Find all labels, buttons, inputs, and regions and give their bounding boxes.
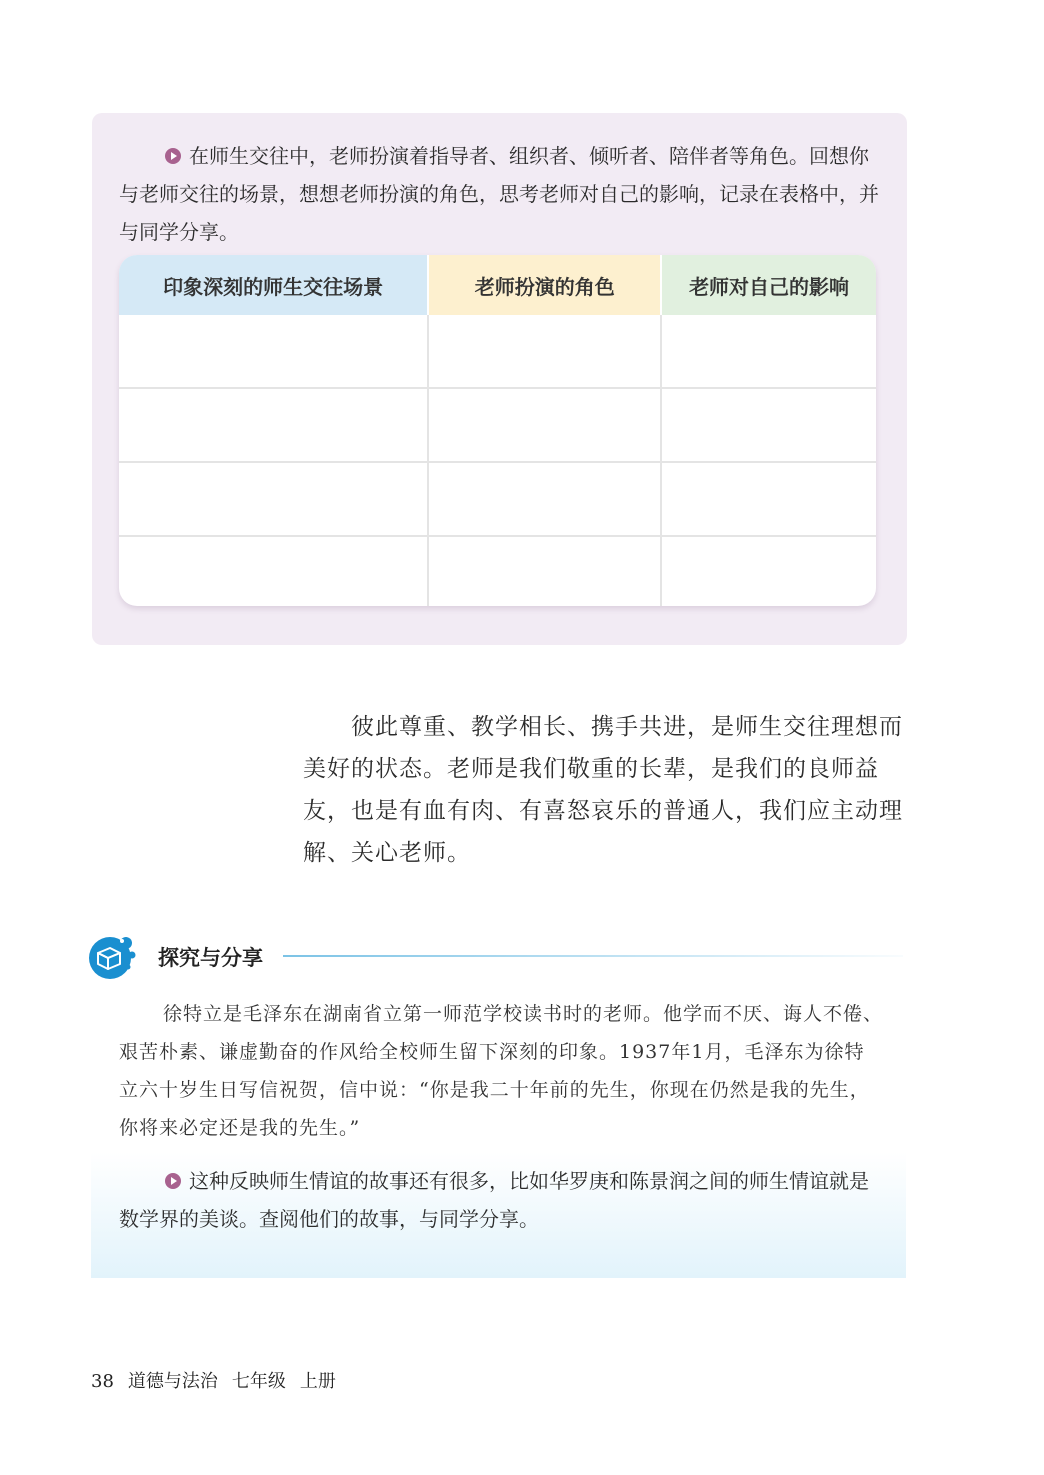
table-row xyxy=(119,461,876,535)
table-cell xyxy=(429,463,662,535)
main-paragraph: 彼此尊重、教学相长、携手共进，是师生交往理想而美好的状态。老师是我们敬重的长辈，是我们的良师益友，也是有血有肉、有喜怒哀乐的普通人，我们应主动理解、关心老师。 xyxy=(303,714,903,866)
table-cell xyxy=(429,315,662,387)
question-box xyxy=(91,1152,906,1278)
table-header xyxy=(119,255,876,315)
book-title: 道德与法治 xyxy=(127,1371,218,1392)
table-cell xyxy=(119,389,429,461)
table-cell xyxy=(429,389,662,461)
page-footer xyxy=(91,1367,350,1393)
section-title: 探究与分享 xyxy=(158,946,263,970)
table-cell xyxy=(662,315,876,387)
story-paragraph: 徐特立是毛泽东在湖南省立第一师范学校读书时的老师。他学而不厌、诲人不倦、艰苦朴素、谦虚勤奋的作风给全校师生留下深刻的印象。1937年1月，毛泽东为徐特立六十岁生日写信祝贺，信中说：“你是我二十年前的先生，你现在仍然是我的先生，你将来必定还是我的先生。” xyxy=(119,1003,884,1139)
table-row xyxy=(119,315,876,387)
record-table xyxy=(119,255,876,606)
question-text: 这种反映师生情谊的故事还有很多，比如华罗庚和陈景润之间的师生情谊就是数学界的美谈。查阅他们的故事，与同学分享。 xyxy=(119,1169,869,1231)
table-cell xyxy=(662,537,876,606)
play-icon xyxy=(165,1173,181,1189)
volume-label: 上册 xyxy=(299,1371,336,1392)
table-cell xyxy=(662,463,876,535)
table-cell xyxy=(119,463,429,535)
page-number: 38 xyxy=(91,1371,114,1392)
header-scene: 印象深刻的师生交往场景 xyxy=(119,255,429,315)
header-role: 老师扮演的角色 xyxy=(429,255,662,315)
activity-prompt-text: 在师生交往中，老师扮演着指导者、组织者、倾听者、陪伴者等角色。回想你与老师交往的场景，想想老师扮演的角色，思考老师对自己的影响，记录在表格中，并与同学分享。 xyxy=(119,144,879,244)
activity-prompt xyxy=(119,137,883,251)
table-body xyxy=(119,315,876,606)
header-influence: 老师对自己的影响 xyxy=(662,255,876,315)
play-icon xyxy=(165,148,181,164)
table-cell xyxy=(119,315,429,387)
table-row xyxy=(119,535,876,606)
table-row xyxy=(119,387,876,461)
grade-label: 七年级 xyxy=(231,1371,286,1392)
question-prompt xyxy=(119,1162,884,1238)
table-cell xyxy=(429,537,662,606)
table-cell xyxy=(662,389,876,461)
section-divider xyxy=(283,955,903,957)
table-cell xyxy=(119,537,429,606)
activity-box xyxy=(92,113,907,645)
cube-bubbles-icon xyxy=(88,933,136,981)
